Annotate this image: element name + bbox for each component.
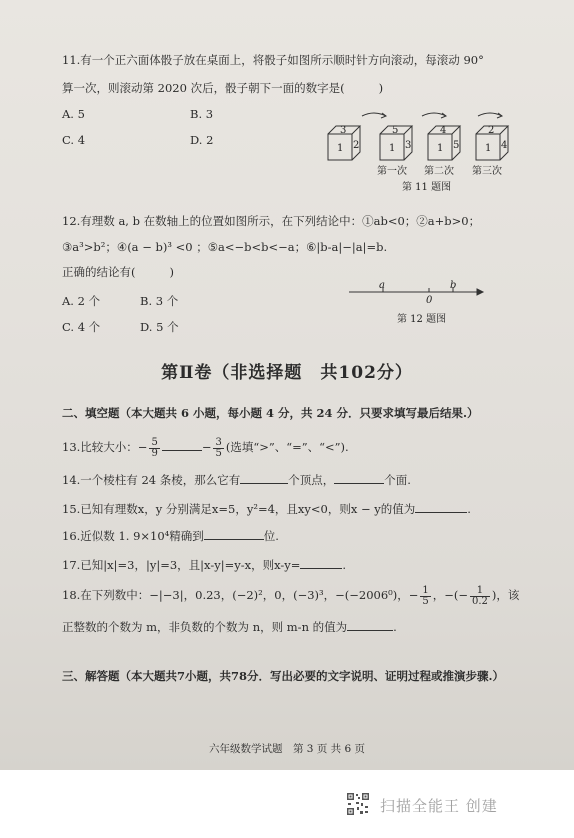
step2-label: 第二次 — [424, 166, 454, 177]
step1-label: 第一次 — [377, 166, 407, 177]
q12-line3 — [62, 264, 174, 280]
q13-line — [62, 436, 349, 459]
q18-fa-den: 5 — [422, 595, 429, 607]
die1-top: 3 — [340, 125, 347, 136]
q17-answer-blank[interactable] — [300, 556, 342, 569]
q18-line2 — [62, 618, 397, 635]
q12-option-b: B. 3 个 — [140, 294, 179, 308]
die1-front: 1 — [337, 143, 344, 154]
q18-fraction-b — [470, 586, 490, 607]
q11-option-c: C. 4 — [62, 133, 86, 147]
q12-figure-caption: 第 12 题图 — [397, 314, 447, 325]
q11-dice-figure — [322, 108, 522, 196]
die4-top: 2 — [488, 125, 495, 136]
q12-option-c: C. 4 个 — [62, 320, 101, 334]
q12-line3-close: ) — [169, 265, 174, 279]
q18-answer-blank[interactable] — [347, 618, 393, 631]
q18-line1-prefix: 18.在下列数中：−|−3|，0.23，(−2)²，0，(−3)³，−(−2006⁰)，− — [62, 588, 419, 602]
q18-line1 — [62, 584, 519, 607]
q18-line2-suffix: . — [393, 620, 397, 634]
q14-prefix: 14.一个棱柱有 24 条棱，那么它有 — [62, 473, 241, 487]
q13-f1-num: 5 — [151, 436, 158, 448]
q16-line — [62, 527, 279, 544]
part3-header: 三、解答题（本大题共7小题，共78分．写出必要的文字说明、证明过程或推演步骤.） — [62, 669, 505, 683]
q11-line1: 11.有一个正六面体骰子放在桌面上，将骰子如图所示顺时针方向滚动，每滚动 90° — [62, 53, 484, 67]
die1-side: 2 — [353, 140, 360, 151]
q11-option-a: A. 5 — [62, 107, 85, 121]
q13-minus: − — [201, 440, 212, 454]
q16-prefix: 16.近似数 1. 9×10⁴精确到 — [62, 529, 204, 543]
part2-header: 二、填空题（本大题共 6 小题，每小题 4 分，共 24 分．只要求填写最后结果.） — [62, 406, 479, 420]
q13-fraction-2 — [213, 438, 223, 459]
q13-f1-den: 9 — [151, 447, 158, 459]
q13-f2-den: 5 — [215, 447, 222, 459]
q15-answer-blank[interactable] — [415, 500, 467, 513]
q13-answer-blank[interactable] — [162, 438, 202, 451]
q14-suffix: 个面. — [384, 473, 411, 487]
q14-line — [62, 471, 411, 488]
q12-line3-text: 正确的结论有( — [62, 265, 136, 279]
q18-fa-num: 1 — [422, 584, 429, 596]
q15-prefix: 15.已知有理数x，y 分别满足x=5，y²=4，且xy<0，则x − y的值为 — [62, 502, 416, 516]
q12-line1: 12.有理数 a, b 在数轴上的位置如图所示，在下列结论中：①ab<0；②a+b>0； — [62, 214, 481, 228]
q14-middle: 个顶点， — [288, 473, 335, 487]
die3-top: 4 — [440, 125, 447, 136]
numberline-label-b: b — [450, 280, 457, 291]
q11-option-b: B. 3 — [190, 107, 214, 121]
numberline-label-a: a — [379, 280, 385, 291]
die2-top: 5 — [392, 125, 399, 136]
die2-front: 1 — [389, 143, 396, 154]
q14-blank-vertices[interactable] — [240, 471, 288, 484]
q18-line1-suffix: )，该 — [491, 588, 520, 602]
q11-line2-close: ) — [378, 81, 384, 95]
q11-option-d: D. 2 — [190, 133, 214, 147]
q13-f2-num: 3 — [215, 436, 222, 448]
q18-line1-middle: ，−(− — [432, 588, 469, 602]
q12-option-d: D. 5 个 — [140, 320, 179, 334]
step3-label: 第三次 — [472, 166, 502, 177]
numberline-label-zero: 0 — [426, 295, 433, 306]
q18-fraction-a — [420, 586, 430, 607]
q11-line2 — [62, 80, 383, 96]
q13-suffix: (选填“>”、“=”、“<”). — [225, 440, 349, 454]
q18-line2-prefix: 正整数的个数为 m，非负数的个数为 n，则 m-n 的值为 — [62, 620, 348, 634]
q12-line2: ③a³>b²；④(a − b)³ <0 ；⑤a<−b<b<−a；⑥|b-a|−|a|=b. — [62, 240, 388, 254]
q13-fraction-1 — [149, 438, 159, 459]
q16-answer-blank[interactable] — [204, 527, 264, 540]
watermark-text: 扫描全能王 创建 — [380, 797, 498, 815]
die2-side: 3 — [405, 140, 412, 151]
q16-suffix: 位. — [263, 529, 279, 543]
q17-prefix: 17.已知|x|=3，|y|=3，且|x-y|=y-x，则x-y= — [62, 558, 301, 572]
q13-prefix: 13.比较大小：− — [62, 440, 148, 454]
die3-front: 1 — [437, 143, 444, 154]
q11-figure-caption: 第 11 题图 — [402, 182, 452, 193]
q17-line — [62, 556, 346, 573]
die4-front: 1 — [485, 143, 492, 154]
section2-title: 第Ⅱ卷（非选择题 共102分） — [161, 363, 413, 383]
qr-code-icon — [346, 792, 370, 816]
die3-side: 5 — [453, 140, 460, 151]
q11-line2-text: 算一次，则滚动第 2020 次后，骰子朝下一面的数字是( — [62, 81, 345, 95]
q12-number-line — [345, 278, 490, 328]
q12-option-a: A. 2 个 — [62, 294, 101, 308]
q15-line — [62, 500, 471, 517]
die4-side: 4 — [501, 140, 508, 151]
q18-fb-den: 0.2 — [472, 595, 488, 607]
q18-fb-num: 1 — [470, 586, 490, 597]
q14-blank-faces[interactable] — [334, 471, 384, 484]
page-footer: 六年级数学试题 第 3 页 共 6 页 — [208, 743, 366, 755]
q17-suffix: . — [342, 558, 347, 572]
q15-suffix: . — [467, 502, 471, 516]
